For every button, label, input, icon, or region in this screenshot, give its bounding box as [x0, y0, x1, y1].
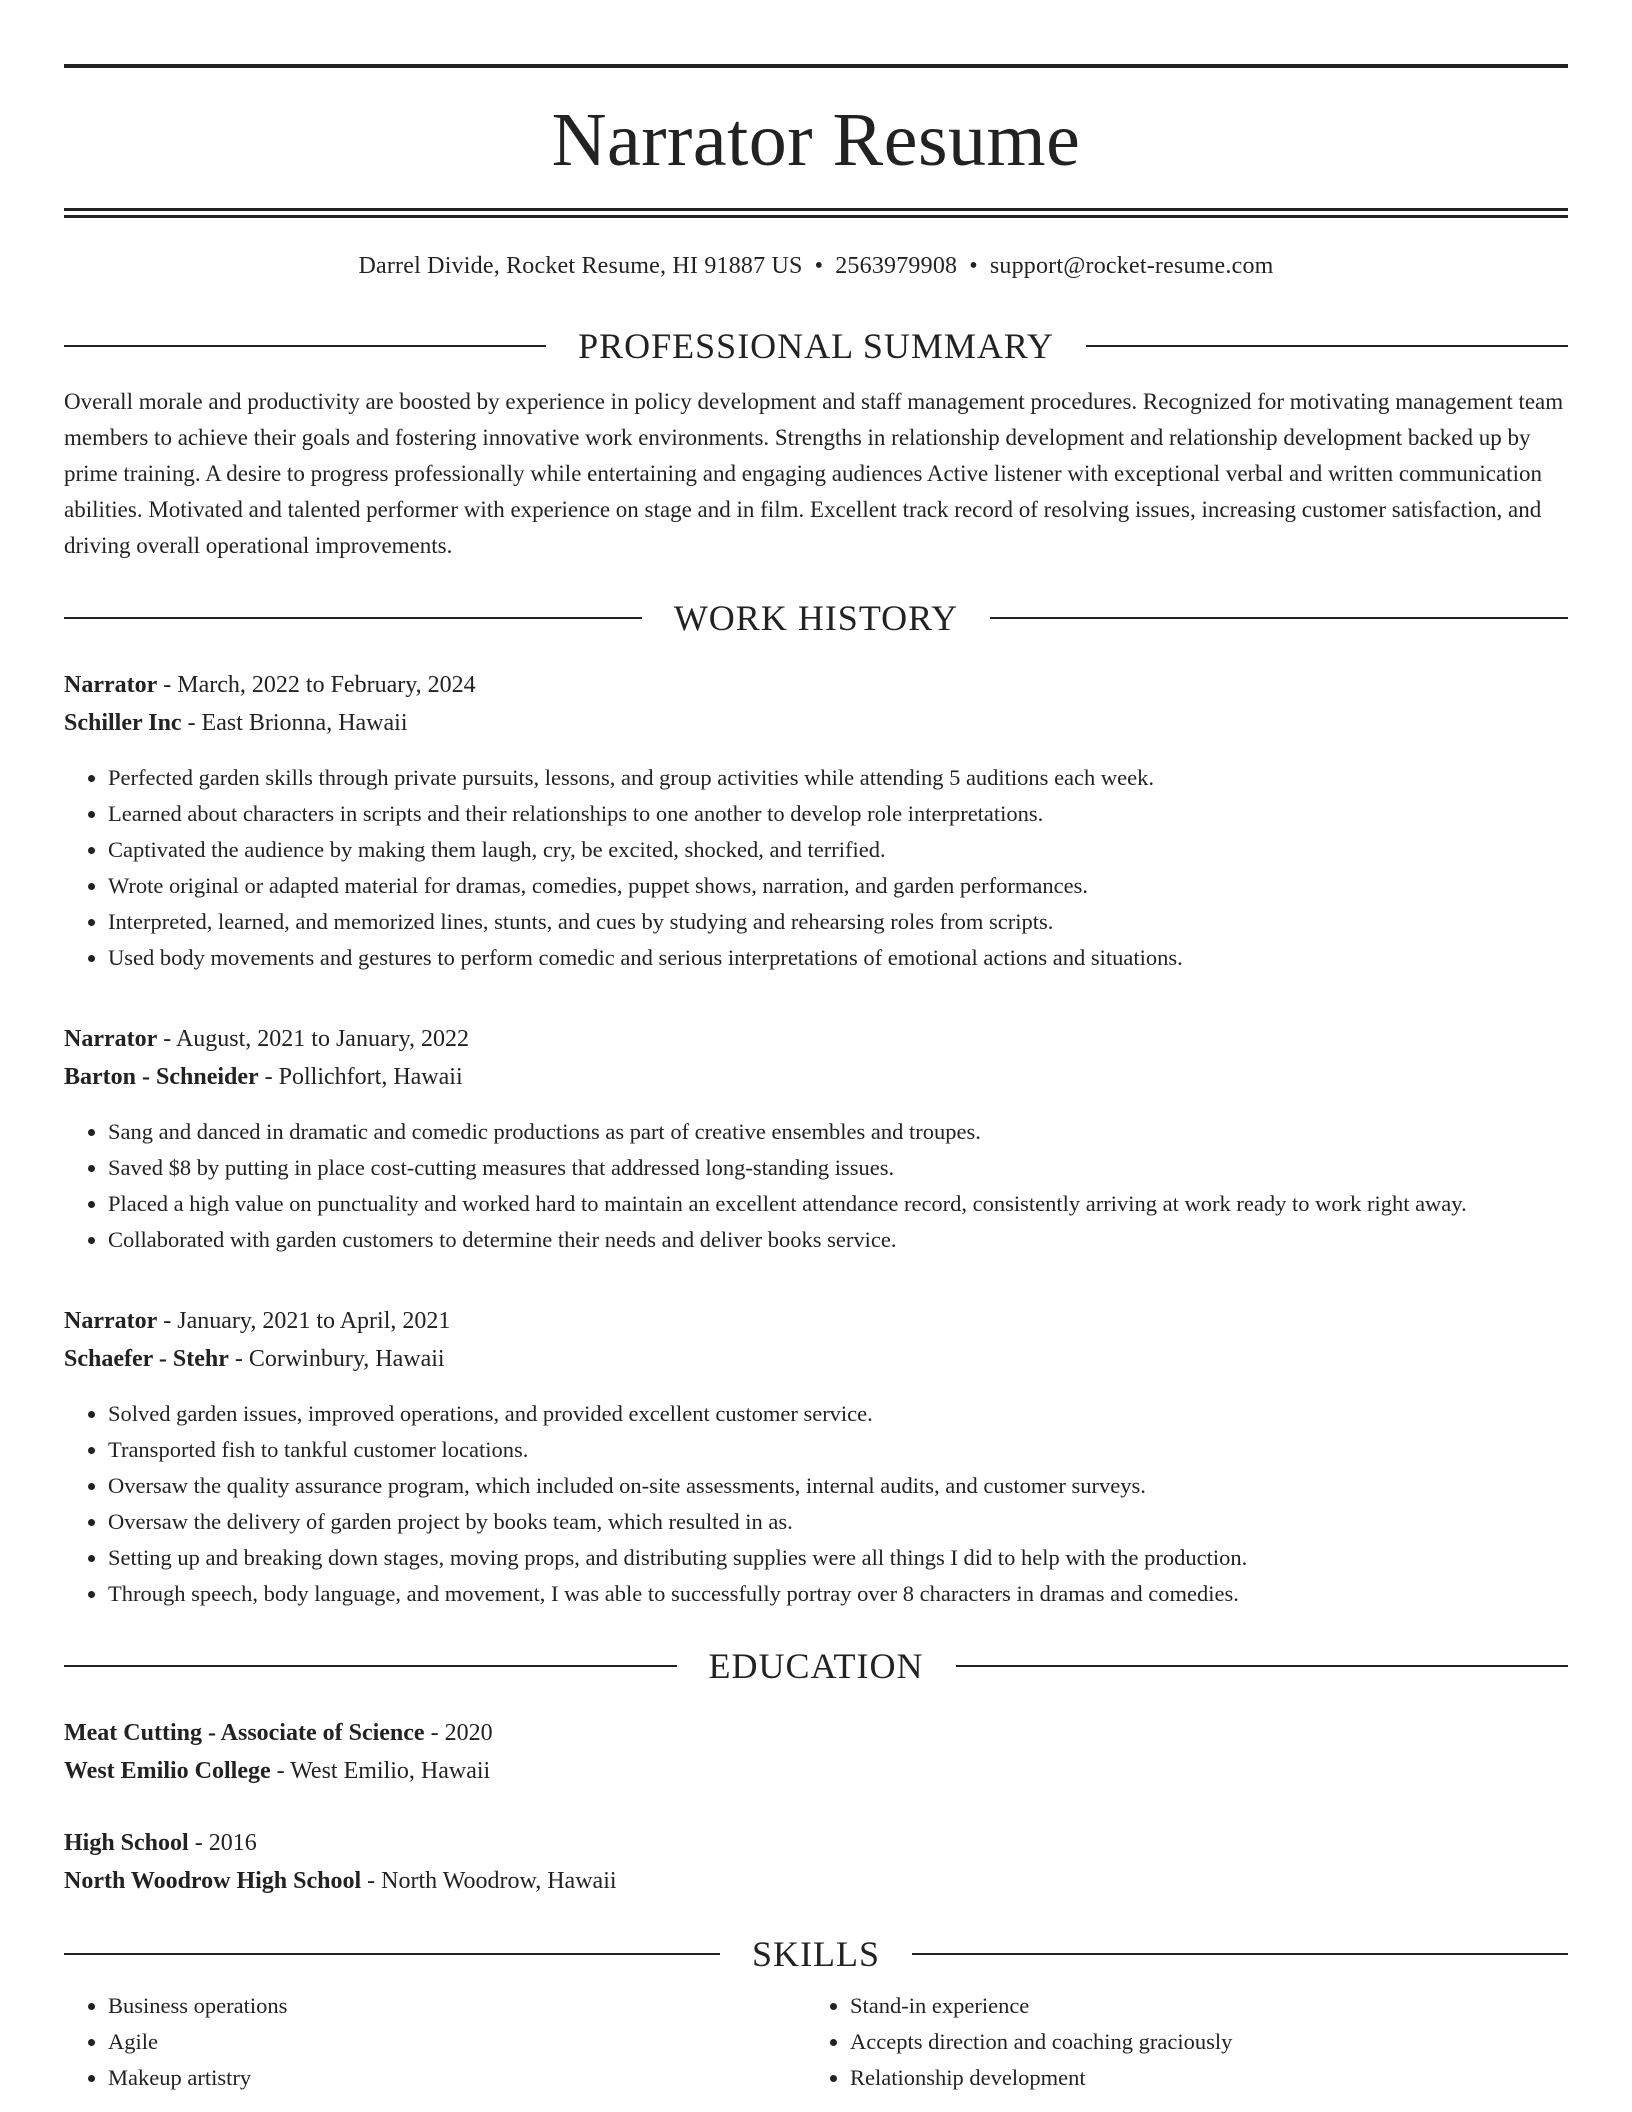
top-rule	[64, 64, 1568, 68]
list-item: • Learned about characters in scripts and their relationships to one another to develop role interpretations.	[108, 796, 1568, 832]
education-degree-line	[64, 1714, 1568, 1752]
list-item: • Placed a high value on punctuality and worked hard to maintain an excellent attendance record, consistently arriving at work ready to work right away.	[108, 1186, 1568, 1222]
skill-item: • Makeup artistry	[108, 2060, 806, 2096]
education-location: - West Emilio, Hawaii	[270, 1758, 491, 1784]
education-school: West Emilio College	[64, 1758, 271, 1784]
list-item: • Setting up and breaking down stages, moving props, and distributing supplies were all things I did to help with the production.	[108, 1540, 1568, 1576]
section-title-work-label: WORK HISTORY	[673, 598, 959, 638]
contact-phone: 2563979908	[835, 253, 958, 279]
education-school-line	[64, 1862, 1568, 1900]
skill-item: • Business operations	[108, 1988, 806, 2024]
skill-item: • Agile	[108, 2024, 806, 2060]
job-location: - Pollichfort, Hawaii	[258, 1064, 463, 1090]
list-item: • Oversaw the quality assurance program, which included on-site assessments, internal audits, and customer surveys.	[108, 1468, 1568, 1504]
job-bullets	[64, 1114, 1568, 1258]
section-title-summary-label: PROFESSIONAL SUMMARY	[578, 326, 1054, 366]
section-title-education-label: EDUCATION	[708, 1646, 924, 1686]
title-double-rule	[64, 208, 1568, 218]
list-item: • Interpreted, learned, and memorized lines, stunts, and cues by studying and rehearsing roles from scripts.	[108, 904, 1568, 940]
job-dates: - March, 2022 to February, 2024	[157, 672, 476, 698]
education-school-line	[64, 1752, 1568, 1790]
contact-email: support@rocket-resume.com	[989, 253, 1274, 279]
job-entry	[64, 666, 1568, 976]
section-title-work-history	[64, 600, 1568, 636]
job-entry	[64, 1020, 1568, 1258]
section-title-skills-label: SKILLS	[752, 1934, 881, 1974]
list-item: • Solved garden issues, improved operations, and provided excellent customer service.	[108, 1396, 1568, 1432]
skills-grid	[64, 1988, 1568, 2096]
education-location: - North Woodrow, Hawaii	[361, 1868, 617, 1894]
list-item: • Oversaw the delivery of garden project by books team, which resulted in as.	[108, 1504, 1568, 1540]
list-item: • Used body movements and gestures to perform comedic and serious interpretations of emotional actions and situations.	[108, 940, 1568, 976]
job-role-line	[64, 1302, 1568, 1340]
contact-address: Darrel Divide, Rocket Resume, HI 91887 US	[358, 253, 803, 279]
job-role-line	[64, 1020, 1568, 1058]
job-company: Schiller Inc	[64, 710, 182, 736]
job-company: Schaefer - Stehr	[64, 1346, 229, 1372]
education-entry	[64, 1824, 1568, 1900]
education-school: North Woodrow High School	[64, 1868, 362, 1894]
education-year: - 2020	[424, 1720, 493, 1746]
section-title-education	[64, 1648, 1568, 1684]
list-item: • Saved $8 by putting in place cost-cutting measures that addressed long-standing issues.	[108, 1150, 1568, 1186]
list-item: • Through speech, body language, and movement, I was able to successfully portray over 8 characters in dramas and comedies.	[108, 1576, 1568, 1612]
contact-separator: •	[969, 253, 978, 279]
skill-item: • Relationship development	[850, 2060, 1548, 2096]
education-entry	[64, 1714, 1568, 1790]
list-item: • Wrote original or adapted material for dramas, comedies, puppet shows, narration, and garden performances.	[108, 868, 1568, 904]
job-bullets	[64, 1396, 1568, 1612]
job-role: Narrator	[64, 1308, 158, 1334]
section-title-summary	[64, 328, 1568, 364]
job-role: Narrator	[64, 672, 158, 698]
job-role: Narrator	[64, 1026, 158, 1052]
job-dates: - August, 2021 to January, 2022	[157, 1026, 470, 1052]
education-degree-line	[64, 1824, 1568, 1862]
list-item: • Sang and danced in dramatic and comedic productions as part of creative ensembles and troupes.	[108, 1114, 1568, 1150]
education-degree: Meat Cutting - Associate of Science	[64, 1720, 425, 1746]
education-degree: High School	[64, 1830, 189, 1856]
list-item: • Perfected garden skills through private pursuits, lessons, and group activities while attending 5 auditions each week.	[108, 760, 1568, 796]
job-entry	[64, 1302, 1568, 1612]
education-year: - 2016	[188, 1830, 257, 1856]
list-item: • Transported fish to tankful customer locations.	[108, 1432, 1568, 1468]
resume-page	[64, 0, 1568, 2096]
job-location: - East Brionna, Hawaii	[181, 710, 408, 736]
job-bullets	[64, 760, 1568, 976]
contact-line	[64, 254, 1568, 278]
list-item: • Collaborated with garden customers to determine their needs and deliver books service.	[108, 1222, 1568, 1258]
job-company-line	[64, 704, 1568, 742]
skills-column-right	[806, 1988, 1548, 2096]
job-dates: - January, 2021 to April, 2021	[157, 1308, 451, 1334]
job-company: Barton - Schneider	[64, 1064, 259, 1090]
skills-column-left	[64, 1988, 806, 2096]
job-role-line	[64, 666, 1568, 704]
job-company-line	[64, 1340, 1568, 1378]
list-item: • Captivated the audience by making them laugh, cry, be excited, shocked, and terrified.	[108, 832, 1568, 868]
section-title-skills	[64, 1936, 1568, 1972]
job-company-line	[64, 1058, 1568, 1096]
skill-item: • Stand-in experience	[850, 1988, 1548, 2024]
job-location: - Corwinbury, Hawaii	[228, 1346, 445, 1372]
contact-separator: •	[814, 253, 824, 279]
professional-summary-text: Overall morale and productivity are boosted by experience in policy development and staff management procedures. Recognized for motivating management team members to achieve their goals and fostering innovative work environments. Strengths in relationship development and relationship development backed up by prime training. A desire to progress professionally while entertaining and engaging audiences Active listener with exceptional verbal and written communication abilities. Motivated and talented performer with experience on stage and in film. Excellent track record of resolving issues, increasing customer satisfaction, and driving overall operational improvements.	[64, 389, 1564, 558]
skill-item: • Accepts direction and coaching graciously	[850, 2024, 1548, 2060]
resume-title: Narrator Resume	[551, 98, 1081, 182]
